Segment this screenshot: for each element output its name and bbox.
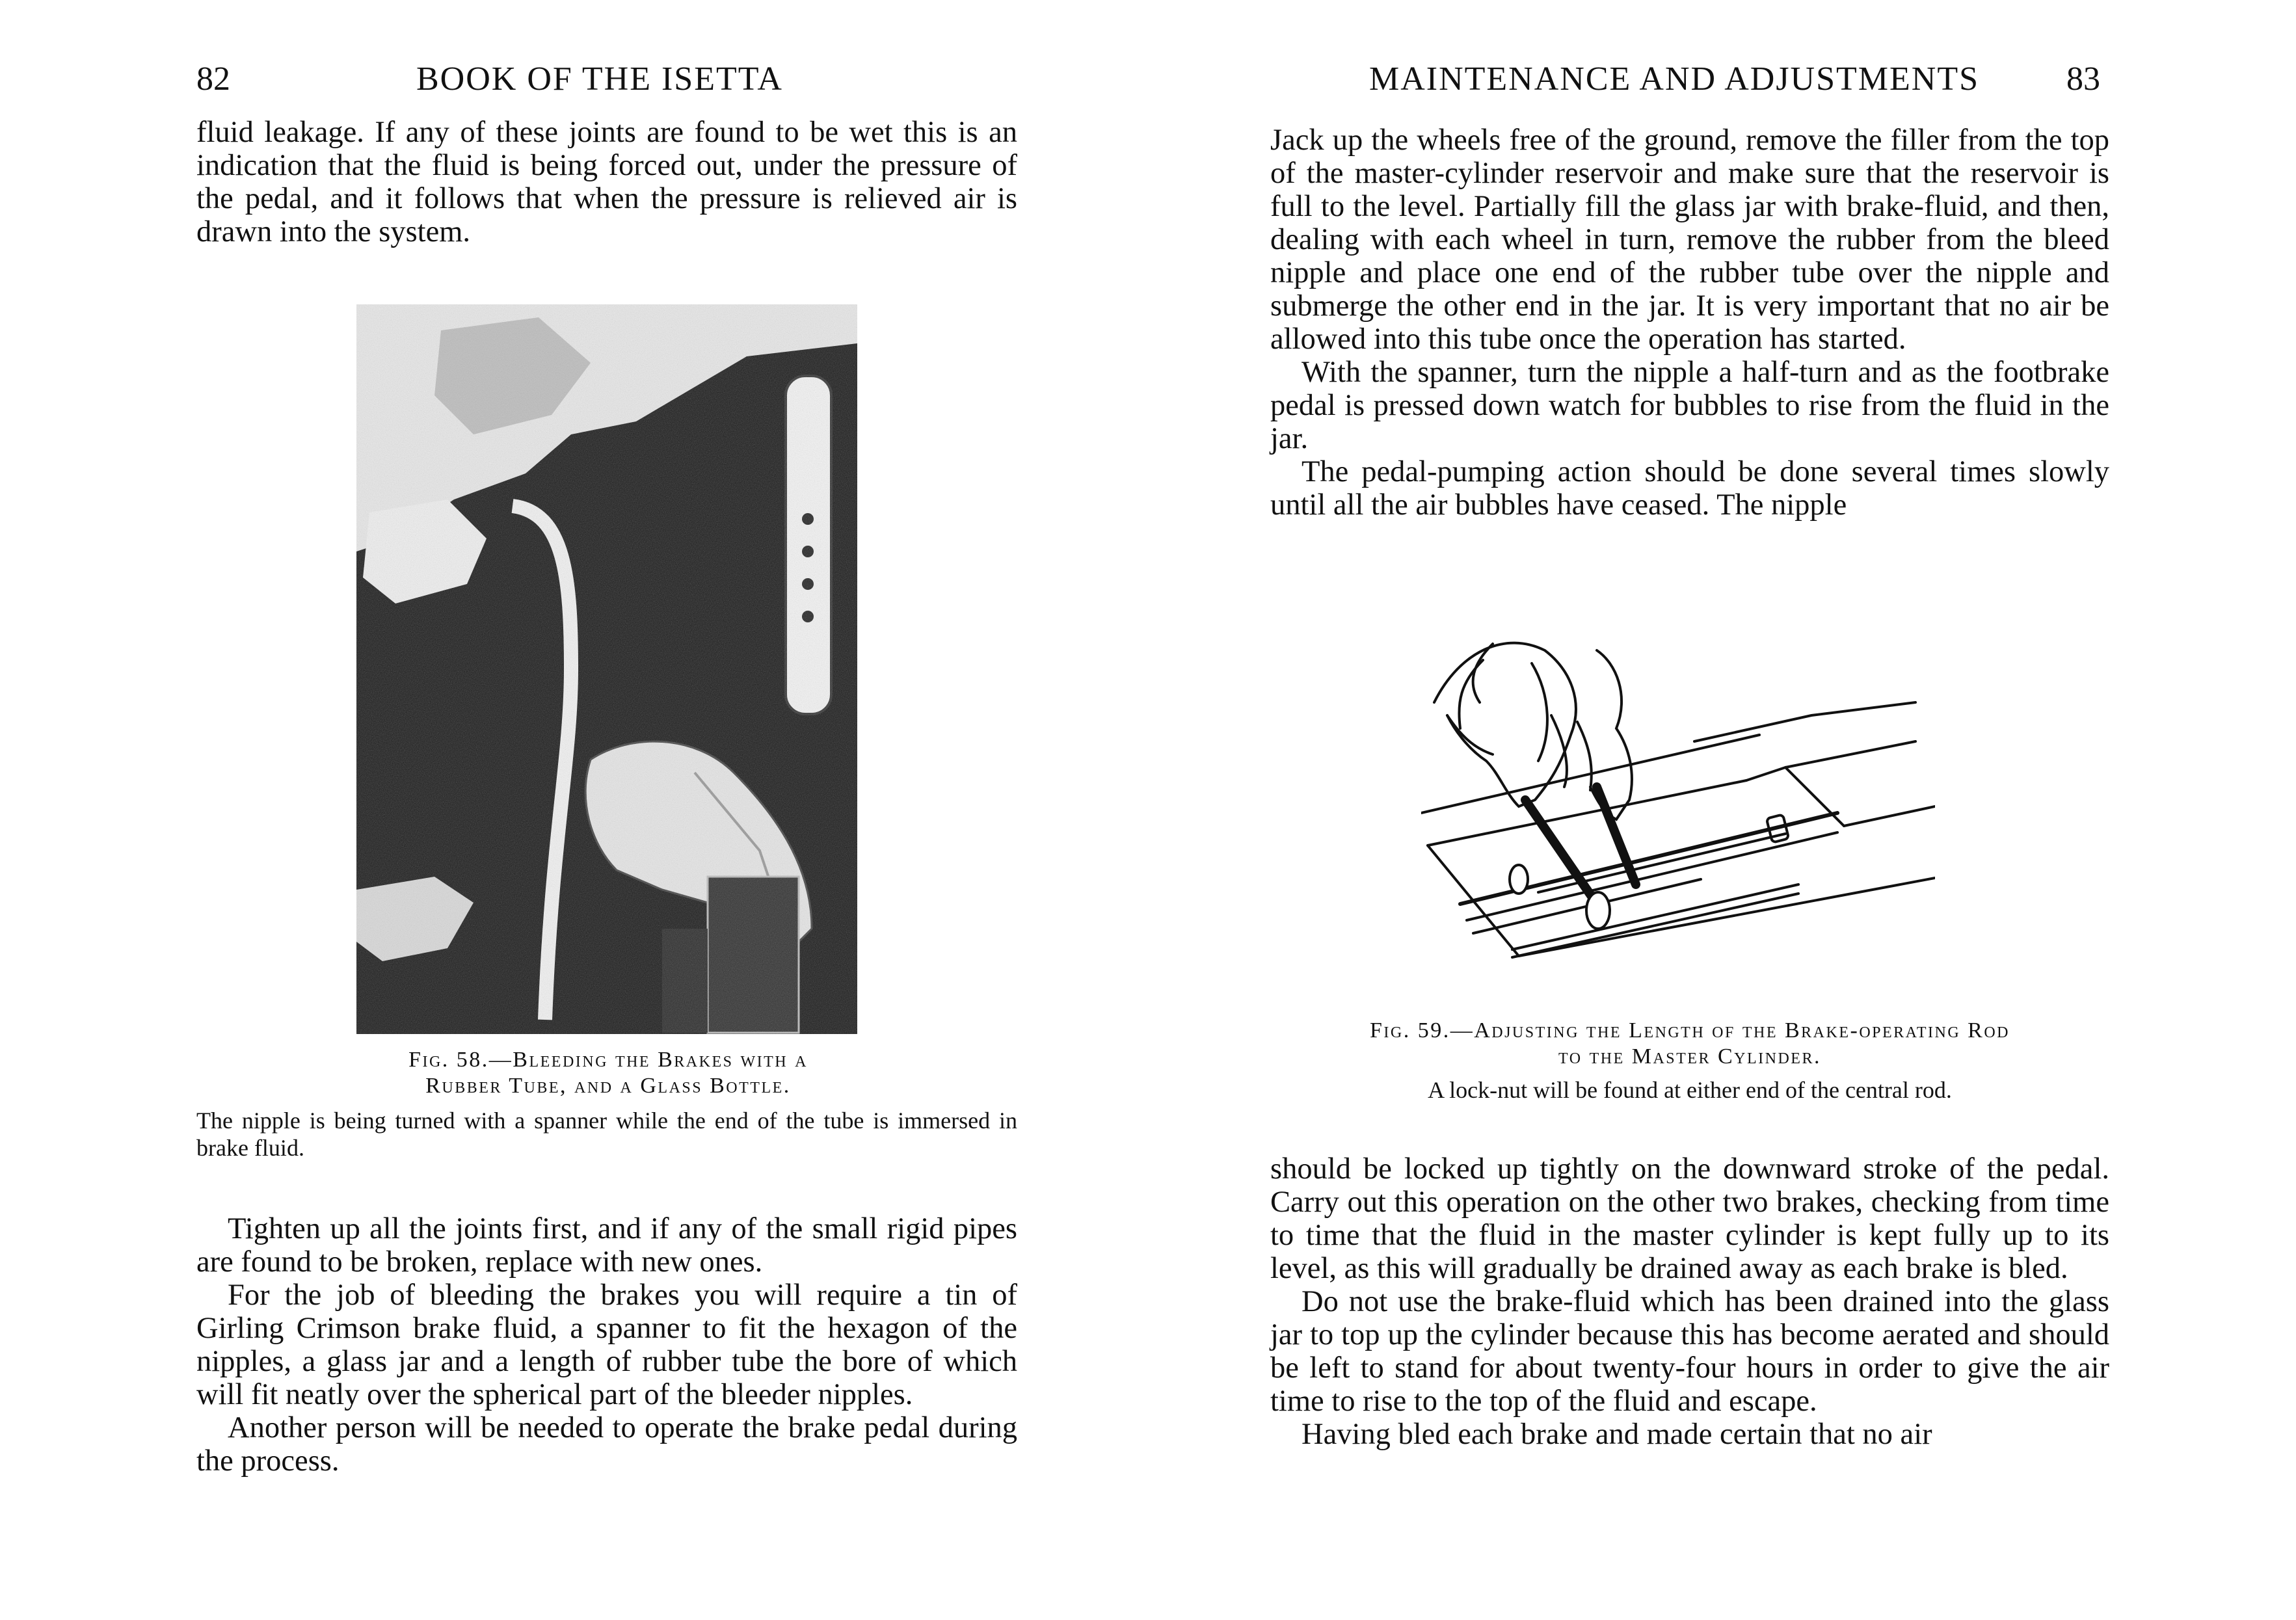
caption-line: Fig. 58.—Bleeding the Brakes with a [408, 1048, 808, 1072]
brake-bleeding-photo [356, 304, 857, 1034]
figure-58-photo [356, 304, 857, 1034]
body-text [196, 1212, 1017, 1478]
paragraph: Another person will be needed to operate the brake pedal during the process. [196, 1411, 1017, 1478]
right-page [1148, 0, 2296, 1620]
paragraph: For the job of bleeding the brakes you will require a tin of Girling Crimson brake fluid, a spanner to fit the hexagon of the nipples, a glass jar and a length of rubber tube the bore of which will fit neatly over the spherical part of the bleeder nipples. [196, 1279, 1017, 1411]
paragraph: With the spanner, turn the nipple a half-turn and as the footbrake pedal is pressed down watch for bubbles to rise from the fluid in the jar. [1270, 356, 2109, 455]
page-number: 82 [196, 60, 230, 98]
figure-58-caption [351, 1047, 865, 1099]
paragraph: Having bled each brake and made certain that no air [1302, 1418, 1932, 1451]
brake-rod-adjustment-drawing [1421, 624, 1935, 989]
figure-58-note: The nipple is being turned with a spanner while the end of the tube is immersed in brake fluid. [196, 1108, 1017, 1161]
caption-line: Fig. 59.—Adjusting the Length of the Brake-operating Rod [1369, 1018, 2010, 1042]
paragraph: Do not use the brake-fluid which has been drained into the glass jar to top up the cylinder because this has become aerated and should be left to stand for about twenty-four hours in order to give the air time to rise to the top of the fluid and escape. [1270, 1285, 2109, 1418]
figure-59-note: A lock-nut will be found at either end of the central rod. [1428, 1077, 1952, 1103]
figure-59-drawing [1421, 624, 1935, 989]
running-head: BOOK OF THE ISETTA [416, 60, 783, 98]
caption-line: Rubber Tube, and a Glass Bottle. [425, 1074, 791, 1098]
paragraph: should be locked up tightly on the downward stroke of the pedal. Carry out this operation on the other two brakes, checking from time to time that the fluid in the master cylinder is kept fully up to its level, as this will gradually be drained away as each brake is bled. [1270, 1152, 2109, 1285]
caption-line: to the Master Cylinder. [1558, 1044, 1821, 1069]
page-number: 83 [2066, 60, 2100, 98]
paragraph [196, 116, 1017, 248]
body-text [1270, 124, 2109, 522]
paragraph-text: fluid leakage. If any of these joints are found to be wet this is an indication that the fluid is being forced out, under the pressure of the pedal, and it follows that when the pressure is relieved air is drawn into the system. [196, 116, 1017, 248]
paragraph: The pedal-pumping action should be done several times slowly until all the air bubbles have ceased. The nipple [1270, 455, 2109, 522]
paragraph: Tighten up all the joints first, and if any of the small rigid pipes are found to be broken, replace with new ones. [196, 1212, 1017, 1279]
figure-59-caption [1257, 1018, 2122, 1070]
running-head: MAINTENANCE AND ADJUSTMENTS [1369, 60, 1980, 98]
body-text [1270, 1152, 2109, 1451]
paragraph: Jack up the wheels free of the ground, remove the filler from the top of the master-cylinder reservoir and make sure that the reservoir is full to the level. Partially fill the glass jar with brake-fluid, and then, dealing with each wheel in turn, remove the rubber from the bleed nipple and place one end of the rubber tube over the nipple and submerge the other end in the jar. It is very important that no air be allowed into this tube once the operation has started. [1270, 124, 2109, 356]
